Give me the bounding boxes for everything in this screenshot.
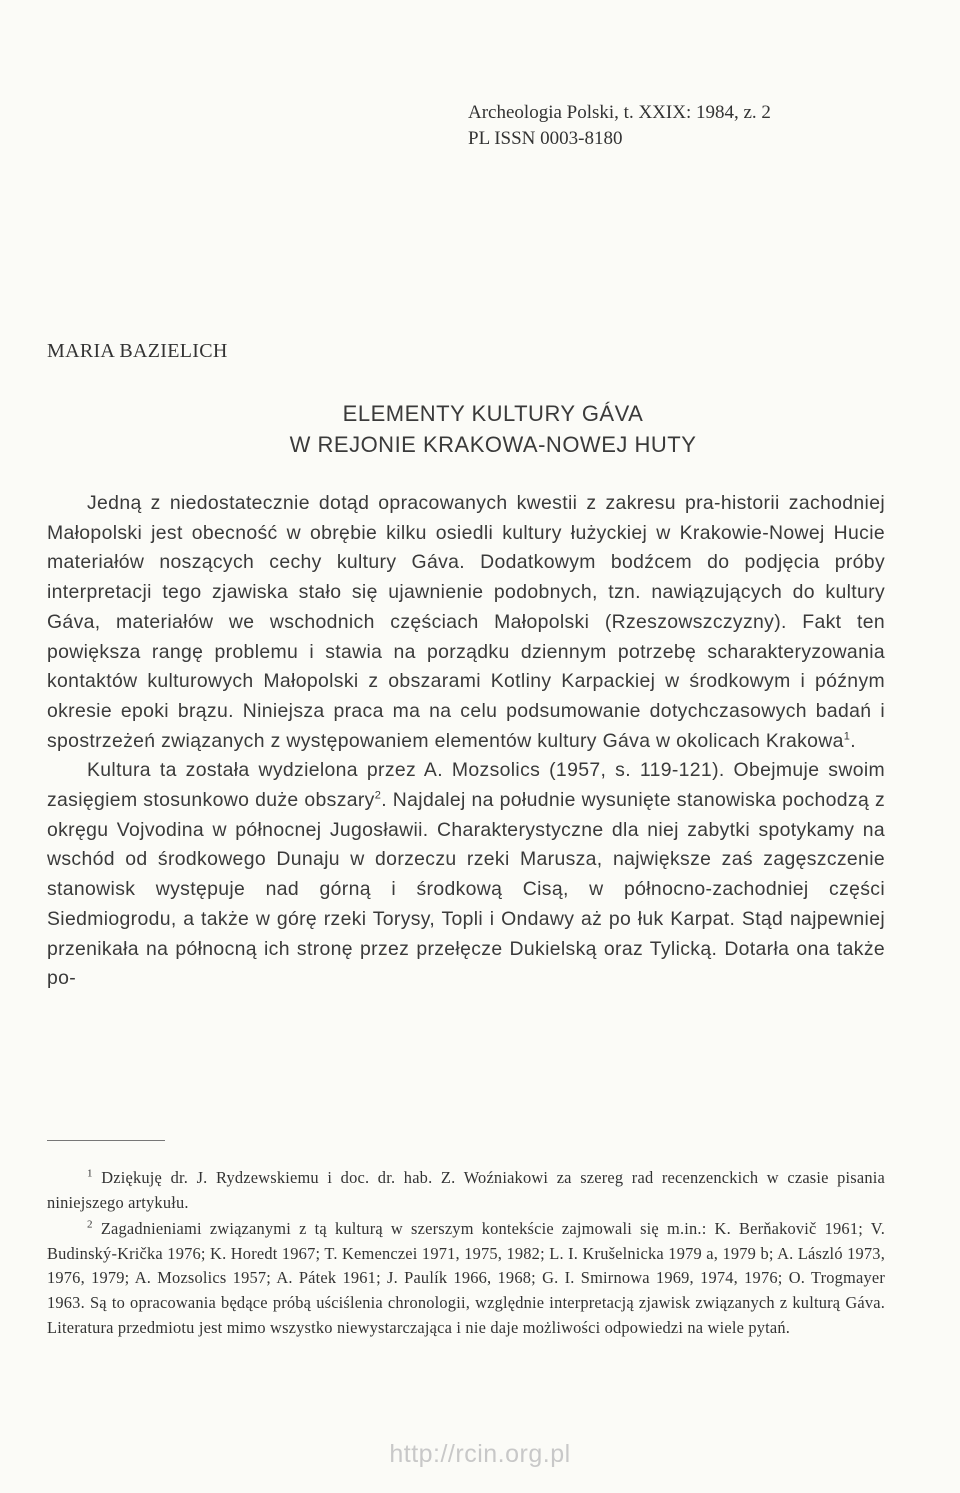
paragraph-2-text-a: Kultura ta została wydzielona przez A. Mozsolics (1957, s. 119-121). Obejmuje swoim zasięgiem stosunkowo duże obszary bbox=[47, 759, 885, 812]
source-watermark: http://rcin.org.pl bbox=[389, 1440, 571, 1468]
article-title bbox=[0, 398, 960, 460]
journal-citation: Archeologia Polski, t. XXIX: 1984, z. 2 bbox=[468, 102, 771, 123]
footnote-2 bbox=[47, 1217, 885, 1340]
title-line-2: W REJONIE KRAKOWA-NOWEJ HUTY bbox=[289, 432, 697, 457]
footnote-1-text: Dziękuję dr. J. Rydzewskiemu i doc. dr. hab. Z. Woźniakowi za szereg rad recenzenckich w czasie pisania niniejszego artykułu. bbox=[47, 1168, 885, 1212]
footnote-divider bbox=[47, 1140, 165, 1141]
paragraph-1-end: . bbox=[850, 729, 856, 752]
article-body bbox=[47, 489, 885, 994]
author-name: MARIA BAZIELICH bbox=[47, 340, 228, 362]
footnote-ref-1[interactable]: 1 bbox=[843, 730, 851, 743]
issn-line: PL ISSN 0003-8180 bbox=[468, 128, 623, 149]
paragraph-2-text-b: . Najdalej na południe wysunięte stanowiska pochodzą z okręgu Vojvodina w północnej Jugosławii. Charakterystyczne dla niej zabytki spotykamy na wschód od środkowego Dunaju w dorzeczu rzeki Marusza, największe zaś zagęszczenie stanowisk występuje nad górną i środkową Cisą, w północno-zachodniej części Siedmiogrodu, a także w górę rzeki Torysy, Topli i Ondawy aż po łuk Karpat. Stąd najpewniej przenikała na północną ich stronę przez przełęcze Dukielską oraz Tylicką. Dotarła ona także po- bbox=[47, 789, 885, 990]
footnotes bbox=[47, 1166, 885, 1342]
title-line-1: ELEMENTY KULTURY GÁVA bbox=[342, 401, 644, 426]
body-paragraph-1 bbox=[47, 489, 885, 756]
journal-header bbox=[468, 100, 771, 152]
footnote-mark-1: 1 bbox=[87, 1167, 93, 1180]
body-paragraph-2 bbox=[47, 756, 885, 994]
footnote-2-text: Zagadnieniami związanymi z tą kulturą w szerszym kontekście zajmowali się m.in.: K. Berňakovič 1961; V. Budinský-Krička 1976; K. Horedt 1967; T. Kemenczei 1971, 1975, 1982; L. I. Krušelnicka 1979 a, 1979 b; A. László 1973, 1976, 1979; A. Mozsolics 1957; A. Pátek 1961; J. Paulík 1966, 1968; G. I. Smirnowa 1969, 1974, 1976; O. Trogmayer 1963. Są to opracowania będące próbą uściślenia chronologii, względnie interpretacją zjawisk związanych z kulturą Gáva. Literatura przedmiotu jest mimo wszystko niewystarczająca i nie daje możliwości odpowiedzi na wiele pytań. bbox=[47, 1219, 885, 1337]
footnote-mark-2: 2 bbox=[87, 1218, 93, 1231]
footnote-1 bbox=[47, 1166, 885, 1215]
paragraph-1-text: Jedną z niedostatecznie dotąd opracowanych kwestii z zakresu pra-historii zachodniej Małopolski jest obecność w obrębie kilku osiedli kultury łużyckiej w Krakowie-Nowej Hucie materiałów noszących cechy kultury Gáva. Dodatkowym bodźcem do podjęcia próby interpretacji tego zjawiska stało się ujawnienie podobnych, tzn. nawiązujących do kultury Gáva, materiałów we wschodnich częściach Małopolski (Rzeszowszczyzny). Fakt ten powiększa rangę problemu i stawia na porządku dziennym potrzebę scharakteryzowania kontaktów kulturowych Małopolski z obszarami Kotliny Karpackiej w środkowym i późnym okresie epoki brązu. Niniejsza praca ma na celu podsumowanie dotychczasowych badań i spostrzeżeń związanych z występowaniem elementów kultury Gáva w okolicach Krakowa bbox=[47, 492, 885, 752]
footnote-ref-2[interactable]: 2 bbox=[374, 789, 382, 802]
